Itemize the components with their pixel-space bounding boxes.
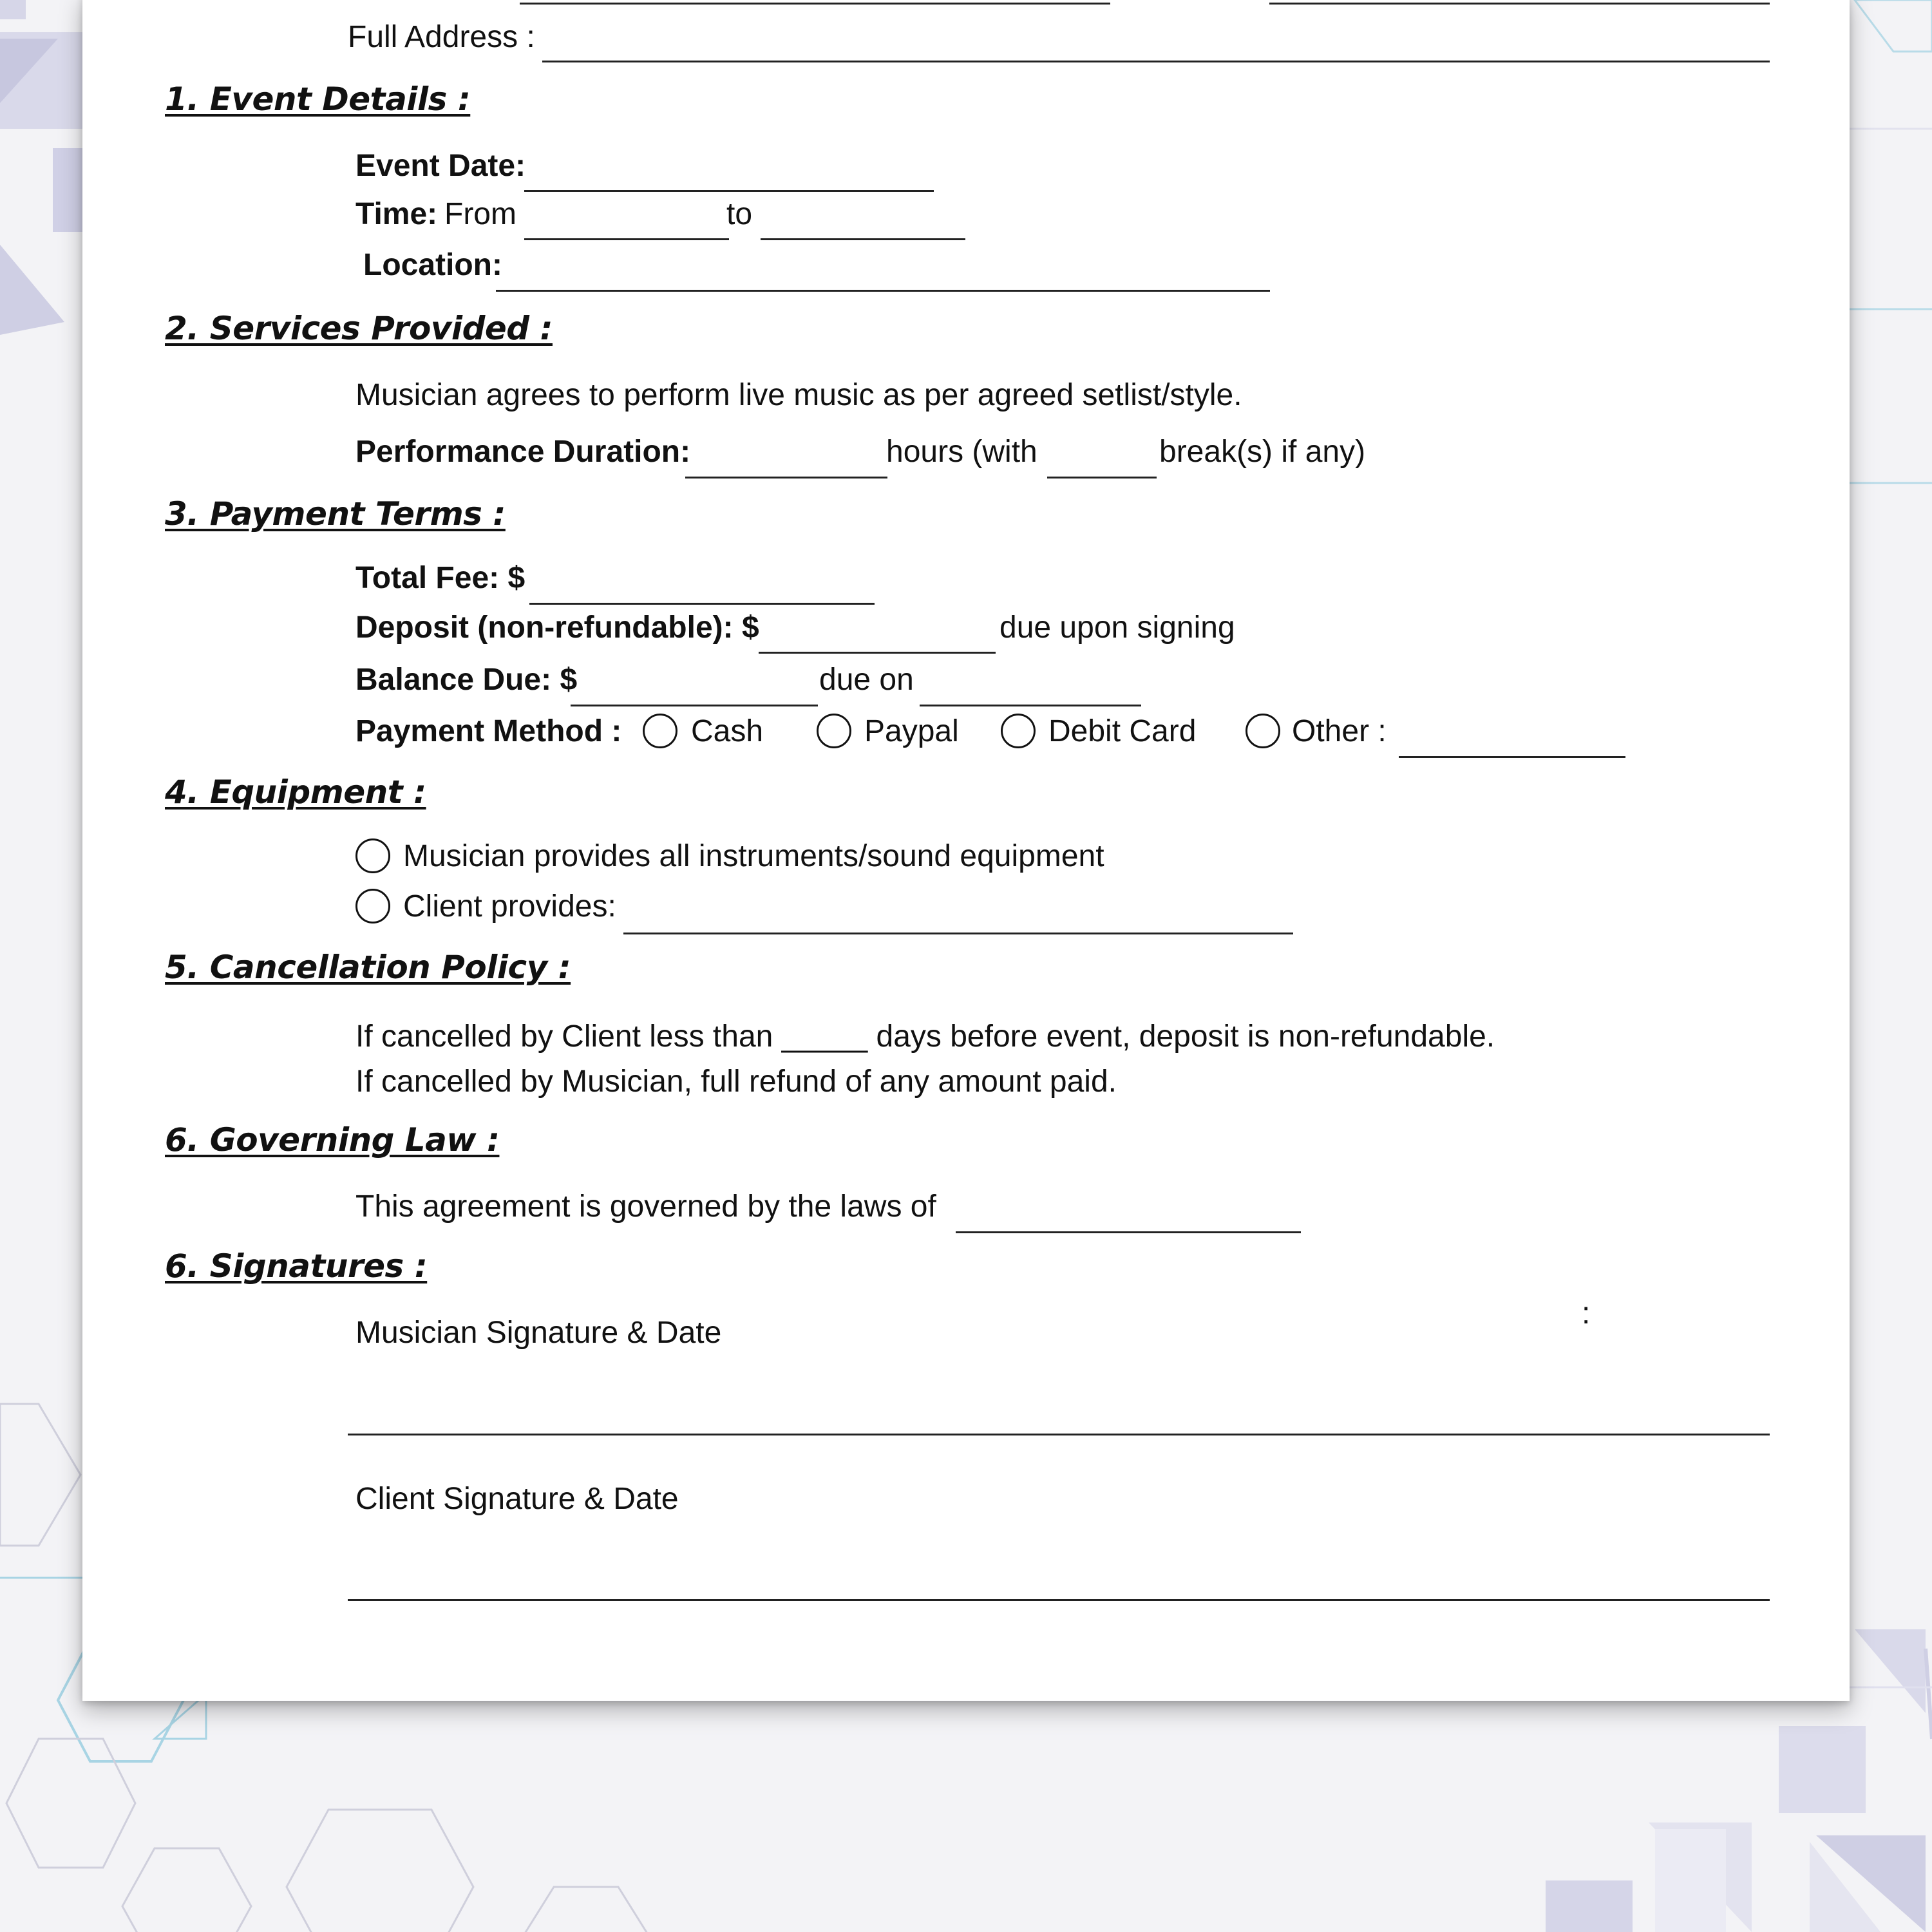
full-address-field[interactable] bbox=[542, 61, 1770, 62]
performance-hours-field[interactable] bbox=[685, 477, 887, 478]
deposit-label: Deposit (non-refundable): $ bbox=[355, 611, 759, 645]
section-heading-cancellation: 5. Cancellation Policy : bbox=[165, 949, 571, 986]
section-heading-equipment: 4. Equipment : bbox=[165, 773, 426, 811]
performance-duration-label: Performance Duration: bbox=[355, 435, 691, 469]
top-blank-line-right[interactable] bbox=[1269, 3, 1770, 5]
total-fee-field[interactable] bbox=[529, 603, 875, 605]
hours-with-label: hours (with bbox=[886, 435, 1037, 469]
payment-debit-card-label: Debit Card bbox=[1048, 714, 1197, 748]
section-heading-services: 2. Services Provided : bbox=[165, 310, 553, 347]
time-from-label: From bbox=[444, 197, 516, 231]
equipment-musician-radio[interactable] bbox=[355, 838, 390, 873]
time-label: Time: bbox=[355, 197, 438, 231]
full-address-label: Full Address : bbox=[348, 20, 535, 54]
balance-due-label: Balance Due: $ bbox=[355, 663, 578, 697]
deposit-field[interactable] bbox=[759, 652, 996, 654]
equipment-client-field[interactable] bbox=[623, 933, 1293, 934]
time-from-field[interactable] bbox=[524, 238, 729, 240]
governing-law-text: This agreement is governed by the laws of bbox=[355, 1189, 936, 1224]
payment-other-radio[interactable] bbox=[1245, 714, 1280, 748]
breaks-label: break(s) if any) bbox=[1159, 435, 1366, 469]
section-heading-governing-law: 6. Governing Law : bbox=[165, 1121, 500, 1159]
payment-other-label: Other : bbox=[1292, 714, 1387, 748]
signature-colon: : bbox=[1582, 1296, 1591, 1331]
breaks-count-field[interactable] bbox=[1047, 477, 1157, 478]
balance-due-date-field[interactable] bbox=[920, 705, 1141, 706]
payment-other-field[interactable] bbox=[1399, 756, 1625, 758]
time-to-label: to bbox=[726, 197, 753, 231]
payment-debit-card-radio[interactable] bbox=[1001, 714, 1036, 748]
governing-law-field[interactable] bbox=[956, 1231, 1301, 1233]
equipment-client-radio[interactable] bbox=[355, 889, 390, 923]
time-to-field[interactable] bbox=[761, 238, 965, 240]
client-signature-label: Client Signature & Date bbox=[355, 1482, 679, 1516]
musician-signature-line[interactable] bbox=[348, 1434, 1770, 1435]
location-field[interactable] bbox=[496, 290, 1270, 292]
top-blank-line-left[interactable] bbox=[520, 3, 1110, 5]
cancellation-line-2: If cancelled by Musician, full refund of any amount paid. bbox=[355, 1065, 1117, 1099]
balance-due-on-label: due on bbox=[819, 663, 914, 697]
event-date-field[interactable] bbox=[524, 190, 934, 192]
total-fee-label: Total Fee: $ bbox=[355, 561, 526, 595]
section-heading-event-details: 1. Event Details : bbox=[165, 80, 471, 118]
payment-cash-radio[interactable] bbox=[643, 714, 677, 748]
location-label: Location: bbox=[363, 248, 502, 282]
payment-paypal-radio[interactable] bbox=[817, 714, 851, 748]
section-heading-signatures: 6. Signatures : bbox=[165, 1247, 428, 1285]
client-signature-line[interactable] bbox=[348, 1599, 1770, 1601]
musician-signature-label: Musician Signature & Date bbox=[355, 1316, 722, 1350]
equipment-musician-label: Musician provides all instruments/sound equipment bbox=[403, 839, 1104, 873]
cancellation-line-1: If cancelled by Client less than _____ days before event, deposit is non-refundable. bbox=[355, 1019, 1495, 1054]
payment-paypal-label: Paypal bbox=[864, 714, 959, 748]
event-date-label: Event Date: bbox=[355, 149, 526, 183]
payment-method-label: Payment Method : bbox=[355, 714, 622, 748]
section-heading-payment: 3. Payment Terms : bbox=[165, 495, 506, 533]
contract-page bbox=[82, 0, 1850, 1701]
balance-amount-field[interactable] bbox=[571, 705, 818, 706]
services-description: Musician agrees to perform live music as per agreed setlist/style. bbox=[355, 378, 1242, 412]
payment-cash-label: Cash bbox=[691, 714, 764, 748]
deposit-due-label: due upon signing bbox=[999, 611, 1235, 645]
equipment-client-label: Client provides: bbox=[403, 889, 616, 923]
